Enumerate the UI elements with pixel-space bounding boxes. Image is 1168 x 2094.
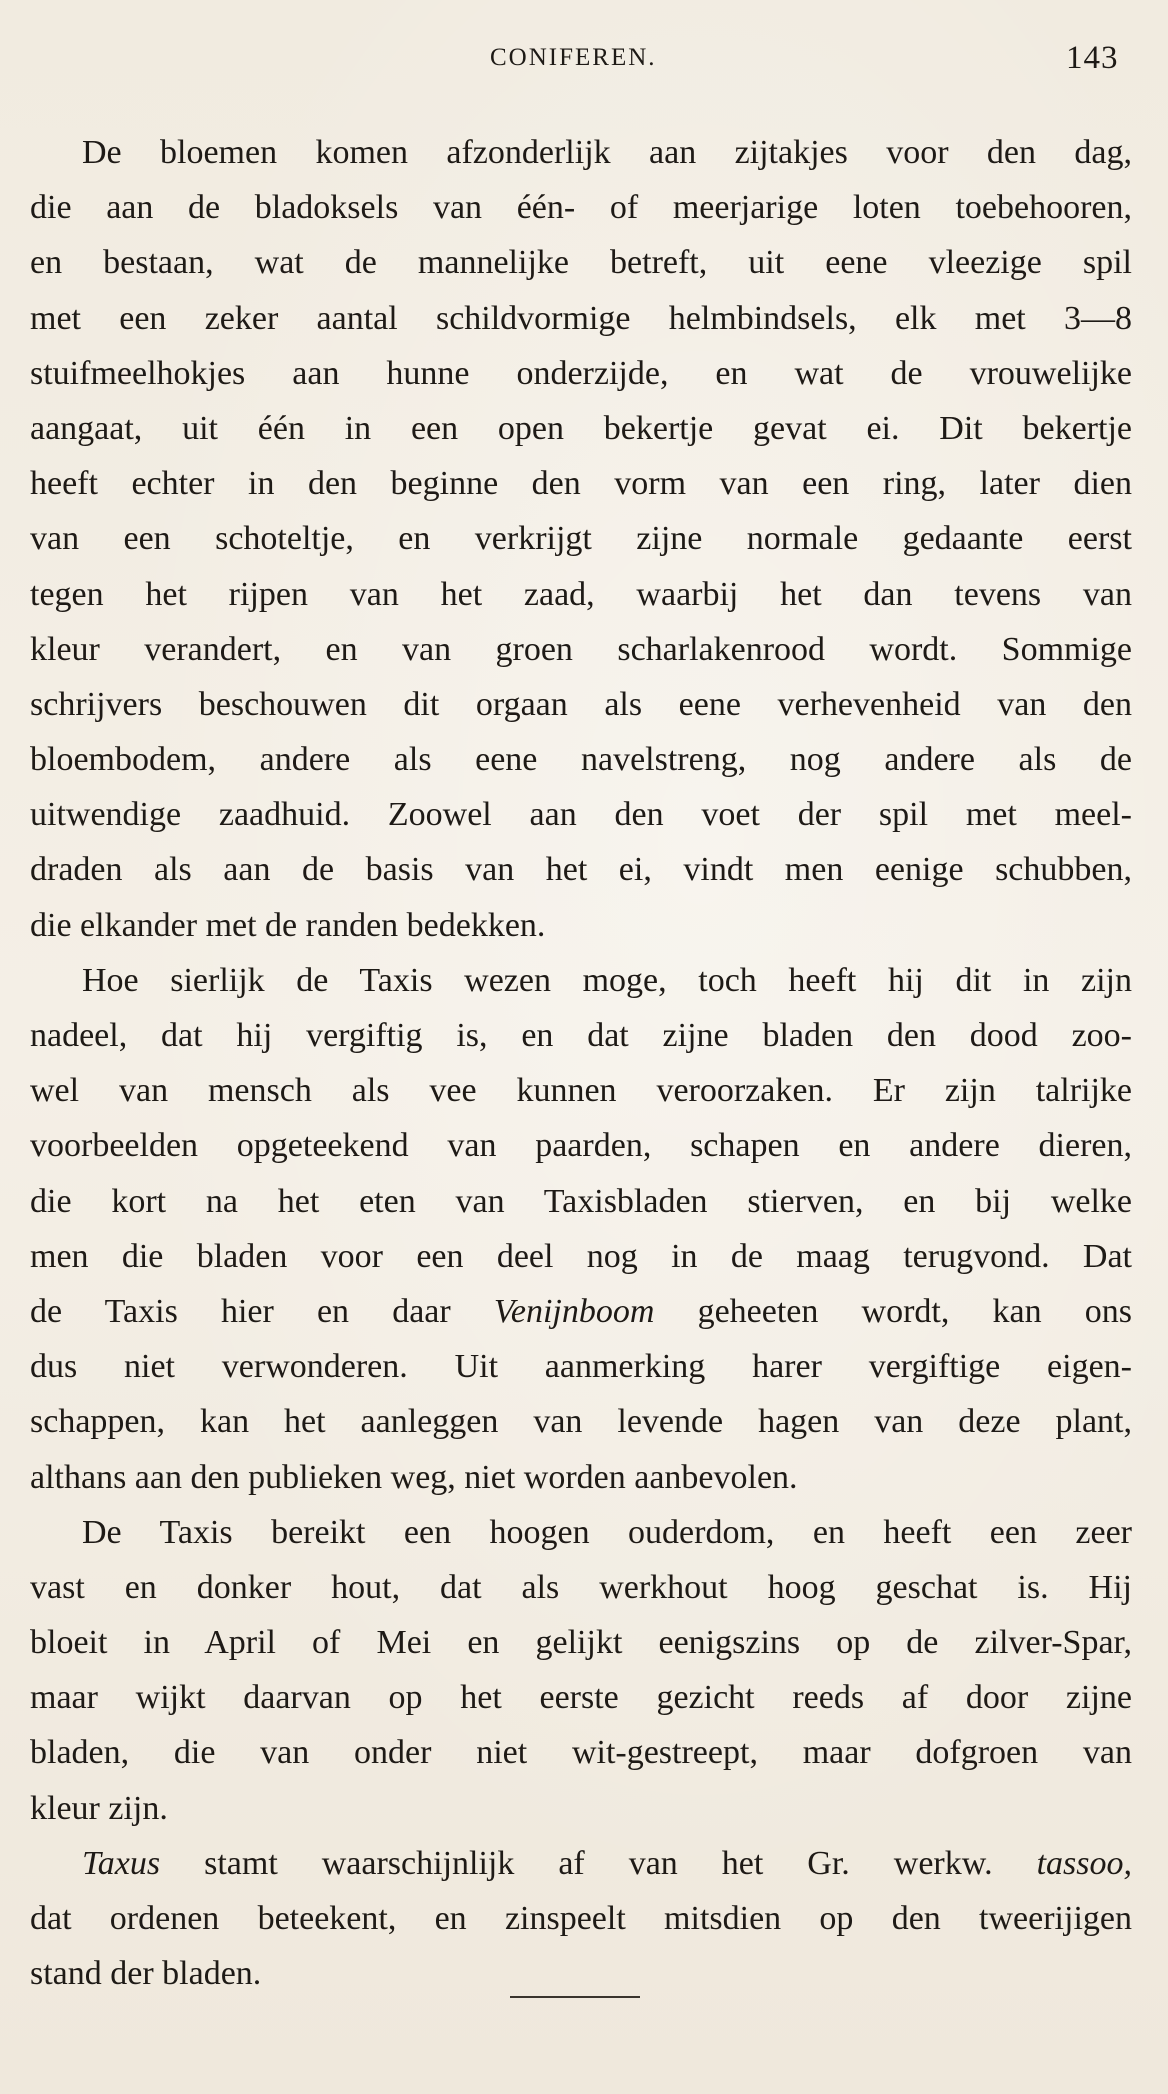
text-line: vast en donker hout, dat als werkhout hoog geschat is. Hij: [30, 1568, 1132, 1606]
running-head: [0, 40, 1168, 80]
text-line: aangaat, uit één in een open bekertje gevat ei. Dit bekertje: [30, 409, 1132, 447]
text-line: dus niet verwonderen. Uit aanmerking harer vergiftige eigen-: [30, 1348, 1132, 1386]
paragraph-2: [30, 953, 1132, 1505]
text-line: dat ordenen beteekent, en zinspeelt mitsdien op den tweerijigen: [30, 1900, 1132, 1937]
text-segment: geheeten wordt, kan ons: [654, 1292, 1132, 1330]
text-line: voorbeelden opgeteekend van paarden, schapen en andere dieren,: [30, 1127, 1132, 1165]
text-line: Hoe sierlijk de Taxis wezen moge, toch heeft hij dit in zijn: [82, 961, 1132, 999]
text-line: bloembodem, andere als eene navelstreng, nog andere als de: [30, 741, 1132, 779]
page-number: 143: [1066, 40, 1119, 76]
text-line: van een schoteltje, en verkrijgt zijne normale gedaante eerst: [30, 520, 1132, 558]
paragraph-1: [30, 125, 1132, 953]
text-line: die elkander met de randen bedekken.: [30, 906, 546, 944]
text-segment: de Taxis hier en daar: [30, 1292, 494, 1330]
text-line: men die bladen voor een deel nog in de maag terugvond. Dat: [30, 1237, 1132, 1275]
text-line: stuifmeelhokjes aan hunne onderzijde, en wat de vrouwelijke: [30, 354, 1132, 392]
text-line: heeft echter in den beginne den vorm van een ring, later dien: [30, 465, 1132, 503]
italic-term: Taxus: [82, 1844, 161, 1882]
italic-term: tassoo,: [1036, 1844, 1132, 1882]
text-line: wel van mensch als vee kunnen veroorzaken. Er zijn talrijke: [30, 1072, 1132, 1110]
text-line: kleur zijn.: [30, 1789, 168, 1827]
italic-term: Venijnboom: [493, 1292, 655, 1330]
text-line: althans aan den publieken weg, niet worden aanbevolen.: [30, 1458, 798, 1496]
text-line: met een zeker aantal schildvormige helmbindsels, elk met 3—8: [30, 299, 1132, 337]
paragraph-4: [30, 1836, 1132, 2002]
text-line: nadeel, dat hij vergiftig is, en dat zijne bladen den dood zoo-: [30, 1017, 1132, 1054]
text-line: schappen, kan het aanleggen van levende hagen van deze plant,: [30, 1403, 1132, 1441]
text-line: De bloemen komen afzonderlijk aan zijtakjes voor den dag,: [82, 134, 1132, 171]
paragraph-3: [30, 1505, 1132, 1836]
text-line: die aan de bladoksels van één- of meerjarige loten toebehooren,: [30, 189, 1132, 227]
text-line: schrijvers beschouwen dit orgaan als eene verhevenheid van den: [30, 685, 1132, 723]
text-line: kleur verandert, en van groen scharlakenrood wordt. Sommige: [30, 630, 1132, 668]
text-line-with-italic: [30, 1284, 1132, 1339]
text-line: bladen, die van onder niet wit-gestreept, maar dofgroen van: [30, 1734, 1132, 1772]
text-line: die kort na het eten van Taxisbladen stierven, en bij welke: [30, 1182, 1132, 1220]
text-line: De Taxis bereikt een hoogen ouderdom, en heeft een zeer: [82, 1513, 1132, 1551]
text-line: draden als aan de basis van het ei, vindt men eenige schubben,: [30, 851, 1132, 889]
text-line: maar wijkt daarvan op het eerste gezicht reeds af door zijne: [30, 1679, 1132, 1717]
text-line: en bestaan, wat de mannelijke betreft, uit eene vleezige spil: [30, 244, 1132, 282]
body-text: [30, 125, 1132, 2001]
text-line: tegen het rijpen van het zaad, waarbij het dan tevens van: [30, 575, 1132, 613]
text-line: stand der bladen.: [30, 1955, 262, 1993]
text-line: bloeit in April of Mei en gelijkt eenigszins op de zilver-Spar,: [30, 1624, 1132, 1662]
text-segment: stamt waarschijnlijk af van het Gr. werkw.: [160, 1844, 1037, 1882]
text-line-with-italic: [30, 1836, 1132, 1891]
end-rule: [510, 1996, 640, 1998]
text-line: uitwendige zaadhuid. Zoowel aan den voet der spil met meel-: [30, 796, 1132, 834]
running-title: CONIFEREN.: [490, 44, 657, 71]
